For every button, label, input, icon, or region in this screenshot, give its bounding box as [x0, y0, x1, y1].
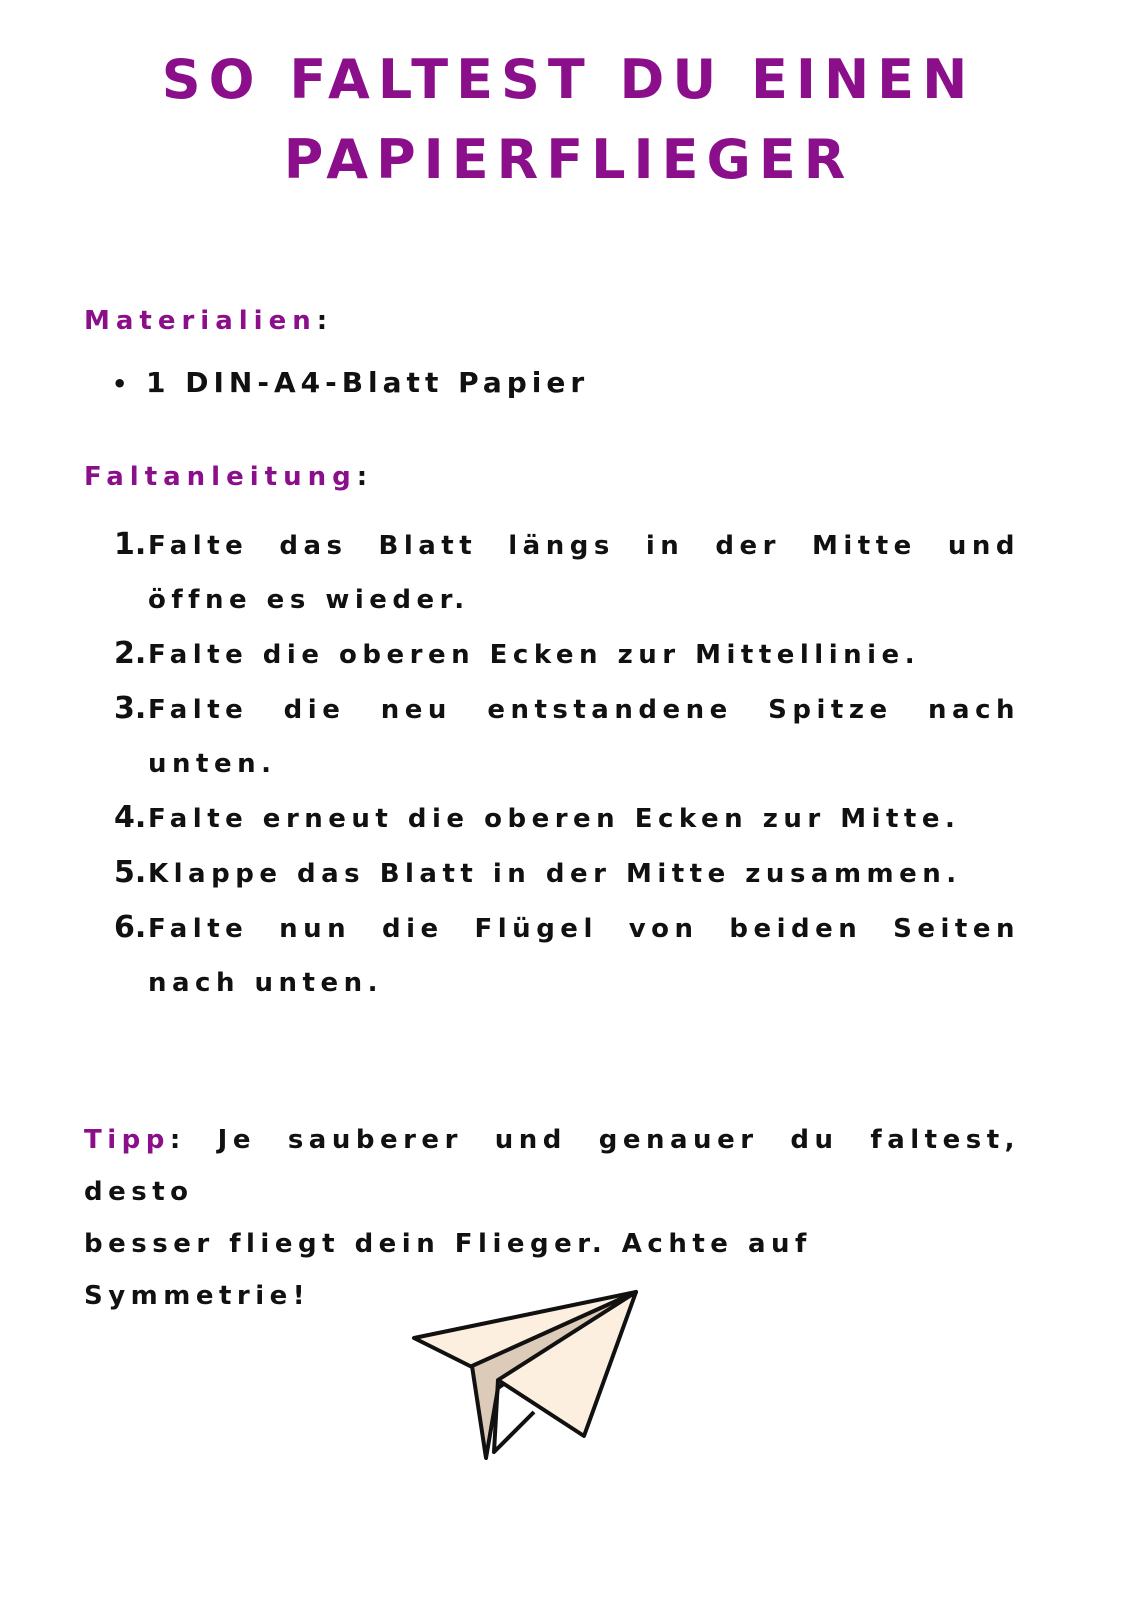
tip-label: Tipp: [84, 1125, 170, 1155]
step-text: Klappe das Blatt in der Mitte zusammen.: [148, 859, 962, 889]
step-text: Falte das Blatt längs in der Mitte und öffne es wieder.: [148, 531, 1020, 615]
materials-heading: [84, 306, 333, 336]
instruction-step-3: [114, 682, 1020, 791]
instruction-step-4: [114, 791, 1020, 846]
materials-heading-colon: :: [316, 306, 334, 336]
page-title-line-1: SO FALTEST DU EINEN: [161, 48, 976, 111]
tip-text-line-2: besser fliegt dein Flieger. Achte auf Symmetrie!: [84, 1229, 812, 1311]
instruction-step-1: [114, 518, 1020, 627]
materials-list: [112, 366, 589, 399]
step-text: Falte die oberen Ecken zur Mittellinie.: [148, 640, 921, 670]
page-title: [0, 40, 1137, 200]
page-title-line-2: PAPIERFLIEGER: [283, 128, 854, 191]
instructions-heading-label: Faltanleitung: [84, 462, 357, 492]
step-number: 2.: [114, 636, 147, 671]
materials-heading-label: Materialien: [84, 306, 317, 336]
step-number: 5.: [114, 855, 147, 890]
step-number: 6.: [114, 910, 147, 945]
step-number: 1.: [114, 527, 147, 562]
instructions-heading: [84, 462, 373, 492]
step-number: 4.: [114, 800, 147, 835]
step-text: Falte die neu entstandene Spitze nach unten.: [148, 695, 1020, 779]
instruction-step-6: [114, 901, 1020, 1010]
instruction-step-2: [114, 627, 1020, 682]
tip-line-1: [84, 1114, 1020, 1218]
materials-list-item: • 1 DIN-A4-Blatt Papier: [112, 366, 589, 399]
instructions-heading-colon: :: [356, 462, 374, 492]
instruction-step-5: [114, 846, 1020, 901]
step-text: Falte nun die Flügel von beiden Seiten nach unten.: [148, 914, 1020, 998]
tip-text-line-1: Je sauberer und genauer du faltest, desto: [84, 1125, 1020, 1207]
paper-plane-icon: [410, 1288, 650, 1468]
step-number: 3.: [114, 691, 147, 726]
tip-colon: :: [169, 1125, 186, 1155]
step-text: Falte erneut die oberen Ecken zur Mitte.: [148, 804, 961, 834]
instructions-list: [114, 518, 1020, 1010]
